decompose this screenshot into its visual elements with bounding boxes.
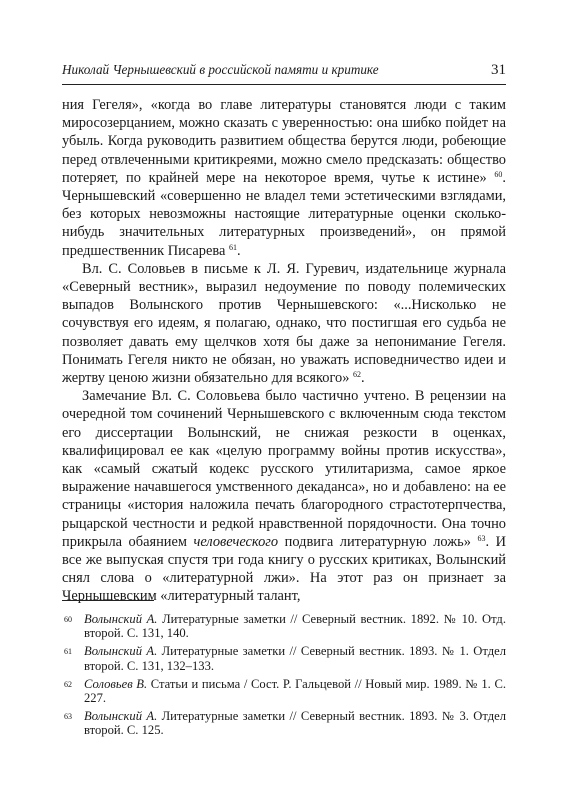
paragraph-3-text-c: . И все же выпуская спустя три года книгу о русских критиках, Волынский снял слова о «литературной лжи». На этот раз он признает за Чернышевским «литературный талант, <box>62 533 506 605</box>
footnote-63 <box>62 709 506 737</box>
paragraph-1-text-a: ния Гегеля», «когда во главе литературы становятся люди с таким миросозерцанием, можно сказать с уверенностью: она шибко пойдет на убыль. Когда руководить развитием общества берутся люди, робеющие перед отвлеченными критикреями, можно смело предсказать: общество потеряет, по крайней мере на некоторое время, чутье к истине» <box>62 97 506 186</box>
running-title: Николай Чернышевский в российской памяти и критике <box>62 62 379 77</box>
paragraph-3-text-a: Замечание Вл. С. Соловьева было частично учтено. В рецензии на очередной том сочинений Чернышевского с включенным сюда текстом его диссертации Волынский, не снижая резкости в оценках, квалифицировал ее как «целую программу войны против искусства», как «самый сжатый кодекс русского утилитаризма, самое яркое выражение начавшегося умственного декаданса», но и добавлено: на ее страницы «история наложила печать благородного страстотерпчества, рыцарской честности и редкой нравственной порядочности. Она точно прикрыла обаянием <box>62 388 506 550</box>
footnote-text: Литературные заметки // Северный вестник. 1892. № 10. Отд. второй. С. 131, 140. <box>84 612 506 641</box>
footnote-author: Волынский А. <box>84 644 158 659</box>
footnote-ref-62[interactable]: 62 <box>353 370 362 380</box>
footnote-text: Литературные заметки // Северный вестник. 1893. № 1. Отдел второй. С. 131, 132–133. <box>84 644 506 673</box>
main-text <box>62 96 506 606</box>
running-header <box>62 62 506 79</box>
footnote-ref-60[interactable]: 60 <box>494 169 503 179</box>
footnote-ref-61[interactable]: 61 <box>228 242 237 252</box>
footnote-author: Волынский А. <box>84 612 158 626</box>
paragraph-3-emphasis: человеческого <box>193 533 279 550</box>
paragraph-3-text-b: подвига литературную ложь» <box>278 533 471 550</box>
footnote-author: Волынский А. <box>84 709 158 724</box>
footnote-ref-63[interactable]: 63 <box>477 533 486 543</box>
footnotes <box>62 612 506 742</box>
footnote-rule <box>62 600 154 601</box>
footnote-number: 62 <box>64 679 72 689</box>
paragraph-2-text-b: . <box>361 370 365 387</box>
footnote-61 <box>62 644 506 672</box>
paragraph-1-text-b: . Чернышевский «совершенно не владел теми эстетическими взглядами, без которых невозможны настоящие литературные оценки сколько-нибудь значительных литературных произведений», он прямой предшественник Писарева <box>62 169 506 259</box>
footnote-number: 61 <box>64 647 72 657</box>
paragraph-1-text-c: . <box>236 242 241 259</box>
footnote-author: Соловьев В. <box>84 676 148 691</box>
footnote-number: 63 <box>64 712 72 722</box>
paragraph-2 <box>62 260 506 387</box>
footnote-60 <box>62 612 506 640</box>
footnote-62 <box>62 677 506 705</box>
footnote-text: Статьи и письма / Сост. Р. Гальцевой // Новый мир. 1989. № 1. С. 227. <box>84 676 506 706</box>
header-rule <box>62 84 506 85</box>
footnote-text: Литературные заметки // Северный вестник. 1893. № 3. Отдел второй. С. 125. <box>84 709 506 738</box>
footnote-number: 60 <box>64 615 72 624</box>
paragraph-1 <box>62 96 506 260</box>
page-number: 31 <box>491 62 506 78</box>
paragraph-3 <box>62 387 506 605</box>
paragraph-2-text-a: Вл. С. Соловьев в письме к Л. Я. Гуревич, издательнице журнала «Северный вестник», выразил недоумение по поводу полемических выпадов Волынского против Чернышевского: «...Нисколько не сочувствуя его идеям, я полагаю, однако, что постигшая его судьба не позволяет давать ему щелчков хотя бы даже за непонимание Гегеля. Понимать Гегеля никто не обязан, но уважать исповедничество идеи и жертву ценою жизни обязательно для всякого» <box>62 260 506 387</box>
